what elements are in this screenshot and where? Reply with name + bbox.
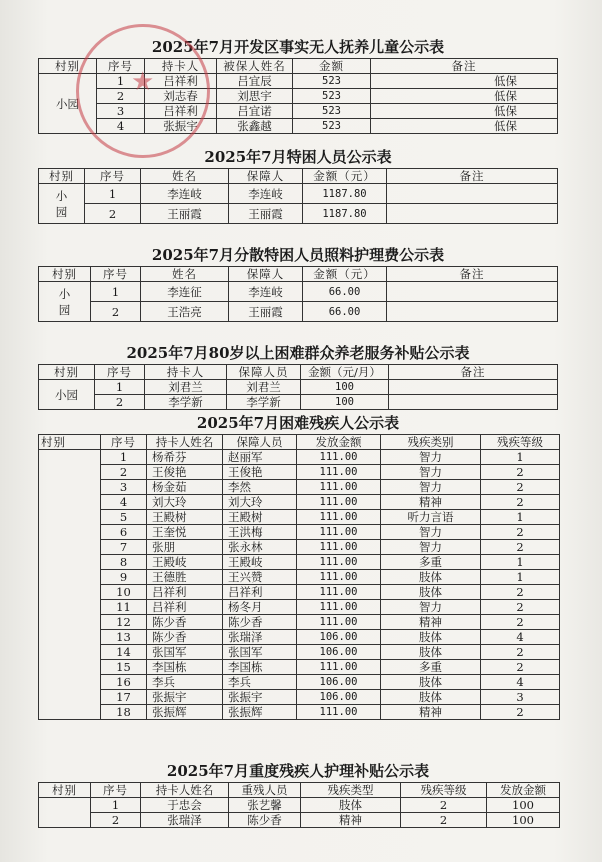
cardholder-cell: 张振辉	[147, 705, 223, 720]
cardholder-cell: 王殿岐	[147, 555, 223, 570]
table6-header: 持卡人姓名	[141, 783, 229, 798]
table3-header-row	[39, 267, 558, 282]
disability-level-cell: 4	[481, 675, 560, 690]
guarantor-cell: 刘君兰	[227, 380, 301, 395]
table6	[38, 782, 560, 828]
name-cell: 李连岐	[141, 184, 229, 204]
table2-header: 姓名	[141, 169, 229, 184]
table-row	[39, 798, 560, 813]
disability-level-cell: 2	[481, 585, 560, 600]
cardholder-cell: 王俊艳	[147, 465, 223, 480]
amount-cell: 66.00	[303, 302, 387, 322]
cardholder-cell: 张瑞泽	[141, 813, 229, 828]
amount-cell: 100	[301, 380, 389, 395]
table5-header-row	[39, 435, 560, 450]
name-cell: 李连征	[141, 282, 229, 302]
amount-cell: 106.00	[297, 630, 381, 645]
amount-cell: 100	[487, 813, 560, 828]
amount-cell: 111.00	[297, 660, 381, 675]
row-number: 5	[101, 510, 147, 525]
disability-category-cell: 肢体	[381, 585, 481, 600]
disability-level-cell: 2	[481, 525, 560, 540]
cardholder-cell: 王殿树	[147, 510, 223, 525]
table5-header: 保障人员	[223, 435, 297, 450]
table6-section	[38, 760, 560, 828]
row-number: 2	[101, 465, 147, 480]
row-number: 6	[101, 525, 147, 540]
cardholder-cell: 刘志春	[145, 89, 217, 104]
row-number: 18	[101, 705, 147, 720]
table-row	[39, 675, 560, 690]
table4-header: 保障人员	[227, 365, 301, 380]
remark-cell: 低保	[371, 104, 558, 119]
table-row	[39, 480, 560, 495]
table-row	[39, 395, 558, 410]
cardholder-cell: 张朋	[147, 540, 223, 555]
disability-level-cell: 2	[481, 600, 560, 615]
table3-header: 金额（元）	[303, 267, 387, 282]
table4-header-row	[39, 365, 558, 380]
table1-header: 备注	[371, 59, 558, 74]
row-number: 15	[101, 660, 147, 675]
village-char: 小	[58, 286, 71, 301]
amount-cell: 111.00	[297, 495, 381, 510]
table6-header: 残疾类型	[301, 783, 401, 798]
table-row	[39, 645, 560, 660]
table3-title: 2025年7月分散特困人员照料护理费公示表	[151, 246, 445, 264]
amount-cell: 66.00	[303, 282, 387, 302]
disability-level-cell: 4	[481, 630, 560, 645]
table6-header: 残疾等级	[401, 783, 487, 798]
disability-category-cell: 肢体	[381, 645, 481, 660]
village-cell	[39, 798, 91, 828]
disability-category-cell: 智力	[381, 450, 481, 465]
table5-section	[38, 412, 560, 720]
table-row	[39, 705, 560, 720]
table2	[38, 168, 558, 224]
table6-header: 村别	[39, 783, 91, 798]
guarantor-cell: 王兴赞	[223, 570, 297, 585]
disability-category-cell: 智力	[381, 465, 481, 480]
disability-category-cell: 精神	[381, 495, 481, 510]
disability-level-cell: 2	[481, 495, 560, 510]
disability-category-cell: 智力	[381, 540, 481, 555]
disability-level-cell: 1	[481, 555, 560, 570]
amount-cell: 111.00	[297, 705, 381, 720]
guarantor-cell: 杨冬月	[223, 600, 297, 615]
row-number: 2	[91, 813, 141, 828]
insured-cell: 刘思宇	[217, 89, 293, 104]
remark-cell: 低保	[371, 74, 558, 89]
table4-header: 持卡人	[145, 365, 227, 380]
table1-header: 持卡人	[145, 59, 217, 74]
name-cell: 王丽霞	[141, 204, 229, 224]
table-row	[39, 74, 558, 89]
village-cell: 小园	[39, 74, 97, 134]
disability-category-cell: 精神	[381, 705, 481, 720]
row-number: 17	[101, 690, 147, 705]
guarantor-cell: 张瑞泽	[223, 630, 297, 645]
disability-level-cell: 2	[481, 465, 560, 480]
cardholder-cell: 杨希芬	[147, 450, 223, 465]
table2-header: 备注	[387, 169, 558, 184]
row-number: 12	[101, 615, 147, 630]
village-char: 园	[55, 204, 68, 219]
row-number: 13	[101, 630, 147, 645]
disability-category-cell: 肢体	[381, 675, 481, 690]
village-cell	[39, 450, 101, 720]
table4-title: 2025年7月80岁以上困难群众养老服务补贴公示表	[126, 344, 470, 362]
amount-cell: 111.00	[297, 600, 381, 615]
table2-section	[38, 146, 558, 224]
guarantor-cell: 张永林	[223, 540, 297, 555]
cardholder-cell: 于忠会	[141, 798, 229, 813]
table4-section	[38, 342, 558, 410]
village-cell	[39, 282, 91, 322]
guarantor-cell: 王洪梅	[223, 525, 297, 540]
disabled-person-cell: 陈少香	[229, 813, 301, 828]
disability-category-cell: 肢体	[381, 690, 481, 705]
row-number: 2	[91, 302, 141, 322]
table-row	[39, 525, 560, 540]
row-number: 1	[97, 74, 145, 89]
row-number: 4	[97, 119, 145, 134]
table-row	[39, 119, 558, 134]
remark-cell	[387, 282, 558, 302]
amount-cell: 523	[293, 104, 371, 119]
insured-cell: 吕宜辰	[217, 74, 293, 89]
disability-category-cell: 听力言语	[381, 510, 481, 525]
guarantor-cell: 王丽霞	[229, 302, 303, 322]
disability-category-cell: 智力	[381, 525, 481, 540]
table-row	[39, 510, 560, 525]
table-row	[39, 585, 560, 600]
table-row	[39, 184, 558, 204]
disability-type-cell: 精神	[301, 813, 401, 828]
village-char: 园	[58, 302, 71, 317]
amount-cell: 100	[301, 395, 389, 410]
amount-cell: 111.00	[297, 585, 381, 600]
table1-header: 被保人姓名	[217, 59, 293, 74]
insured-cell: 吕宜诺	[217, 104, 293, 119]
table-row	[39, 302, 558, 322]
cardholder-cell: 李学新	[145, 395, 227, 410]
amount-cell: 106.00	[297, 645, 381, 660]
disability-type-cell: 肢体	[301, 798, 401, 813]
village-cell: 小园	[39, 380, 95, 410]
table3-section	[38, 244, 558, 322]
table6-header: 序号	[91, 783, 141, 798]
cardholder-cell: 王德胜	[147, 570, 223, 585]
remark-cell	[387, 302, 558, 322]
table3-header: 村别	[39, 267, 91, 282]
table4-header: 备注	[389, 365, 558, 380]
seal-star-icon: ★	[131, 67, 155, 97]
row-number: 14	[101, 645, 147, 660]
amount-cell: 111.00	[297, 570, 381, 585]
disability-category-cell: 智力	[381, 600, 481, 615]
row-number: 10	[101, 585, 147, 600]
amount-cell: 111.00	[297, 510, 381, 525]
disabled-person-cell: 张艺馨	[229, 798, 301, 813]
cardholder-cell: 吕祥利	[145, 104, 217, 119]
amount-cell: 111.00	[297, 450, 381, 465]
guarantor-cell: 李兵	[223, 675, 297, 690]
row-number: 8	[101, 555, 147, 570]
disability-category-cell: 精神	[381, 615, 481, 630]
amount-cell: 111.00	[297, 615, 381, 630]
row-number: 9	[101, 570, 147, 585]
disability-level-cell: 2	[481, 480, 560, 495]
table3	[38, 266, 558, 322]
village-char: 小	[55, 188, 68, 203]
guarantor-cell: 李国栋	[223, 660, 297, 675]
cardholder-cell: 杨金茹	[147, 480, 223, 495]
disability-category-cell: 多重	[381, 555, 481, 570]
table-row	[39, 380, 558, 395]
row-number: 1	[95, 380, 145, 395]
table6-header: 重残人员	[229, 783, 301, 798]
row-number: 11	[101, 600, 147, 615]
guarantor-cell: 刘大玲	[223, 495, 297, 510]
table-row	[39, 204, 558, 224]
row-number: 1	[101, 450, 147, 465]
table-row	[39, 570, 560, 585]
disability-category-cell: 肢体	[381, 570, 481, 585]
table-row	[39, 690, 560, 705]
guarantor-cell: 李连岐	[229, 184, 303, 204]
guarantor-cell: 赵丽军	[223, 450, 297, 465]
table-row	[39, 660, 560, 675]
table1-title: 2025年7月开发区事实无人抚养儿童公示表	[151, 38, 445, 56]
cardholder-cell: 李国栋	[147, 660, 223, 675]
table2-header: 序号	[85, 169, 141, 184]
table-row	[39, 555, 560, 570]
guarantor-cell: 吕祥利	[223, 585, 297, 600]
disability-category-cell: 多重	[381, 660, 481, 675]
table-row	[39, 495, 560, 510]
disability-level-cell: 1	[481, 510, 560, 525]
cardholder-cell: 陈少香	[147, 630, 223, 645]
table1-header-row	[39, 59, 558, 74]
table5	[38, 434, 560, 720]
table6-header: 发放金额	[487, 783, 560, 798]
table2-header: 保障人	[229, 169, 303, 184]
table4-header: 金额（元/月）	[301, 365, 389, 380]
amount-cell: 111.00	[297, 480, 381, 495]
row-number: 2	[95, 395, 145, 410]
table5-header: 持卡人姓名	[147, 435, 223, 450]
table1-header: 金额	[293, 59, 371, 74]
table2-header-row	[39, 169, 558, 184]
cardholder-cell: 吕祥利	[147, 585, 223, 600]
amount-cell: 106.00	[297, 690, 381, 705]
remark-cell: 低保	[371, 119, 558, 134]
table-row	[39, 630, 560, 645]
table-row	[39, 540, 560, 555]
cardholder-cell: 张振宇	[147, 690, 223, 705]
amount-cell: 111.00	[297, 540, 381, 555]
table2-header: 金额（元）	[303, 169, 387, 184]
amount-cell: 111.00	[297, 525, 381, 540]
table3-header: 备注	[387, 267, 558, 282]
cardholder-cell: 吕祥利	[147, 600, 223, 615]
row-number: 1	[91, 282, 141, 302]
remark-cell	[387, 184, 558, 204]
table2-header: 村别	[39, 169, 85, 184]
insured-cell: 张鑫越	[217, 119, 293, 134]
guarantor-cell: 张振辉	[223, 705, 297, 720]
guarantor-cell: 王丽霞	[229, 204, 303, 224]
amount-cell: 1187.80	[303, 184, 387, 204]
table-row	[39, 465, 560, 480]
remark-cell	[387, 204, 558, 224]
guarantor-cell: 李连岐	[229, 282, 303, 302]
guarantor-cell: 李然	[223, 480, 297, 495]
row-number: 4	[101, 495, 147, 510]
row-number: 1	[91, 798, 141, 813]
amount-cell: 111.00	[297, 465, 381, 480]
disability-category-cell: 肢体	[381, 630, 481, 645]
table3-header: 序号	[91, 267, 141, 282]
cardholder-cell: 李兵	[147, 675, 223, 690]
guarantor-cell: 李学新	[227, 395, 301, 410]
disability-level-cell: 1	[481, 570, 560, 585]
row-number: 1	[85, 184, 141, 204]
guarantor-cell: 张国军	[223, 645, 297, 660]
table6-header-row	[39, 783, 560, 798]
table4-header: 村别	[39, 365, 95, 380]
disability-category-cell: 智力	[381, 480, 481, 495]
cardholder-cell: 刘君兰	[145, 380, 227, 395]
row-number: 7	[101, 540, 147, 555]
table2-title: 2025年7月特困人员公示表	[204, 148, 392, 166]
amount-cell: 106.00	[297, 675, 381, 690]
disability-level-cell: 2	[481, 615, 560, 630]
row-number: 16	[101, 675, 147, 690]
disability-level-cell: 2	[481, 660, 560, 675]
village-cell	[39, 184, 85, 224]
table3-header: 保障人	[229, 267, 303, 282]
table-row	[39, 615, 560, 630]
disability-level-cell: 3	[481, 690, 560, 705]
table5-header: 村别	[39, 435, 101, 450]
amount-cell: 523	[293, 89, 371, 104]
remark-cell: 低保	[371, 89, 558, 104]
table-row	[39, 282, 558, 302]
amount-cell: 1187.80	[303, 204, 387, 224]
table-row	[39, 104, 558, 119]
table1	[38, 58, 558, 134]
disability-level-cell: 2	[481, 645, 560, 660]
amount-cell: 523	[293, 74, 371, 89]
remark-cell	[389, 395, 558, 410]
table5-header: 发放金额	[297, 435, 381, 450]
table6-title: 2025年7月重度残疾人护理补贴公示表	[166, 762, 430, 780]
cardholder-cell: 王奎悦	[147, 525, 223, 540]
amount-cell: 100	[487, 798, 560, 813]
table5-header: 残疾等级	[481, 435, 560, 450]
remark-cell	[389, 380, 558, 395]
table3-header: 姓名	[141, 267, 229, 282]
table1-section	[38, 36, 558, 134]
table5-header: 序号	[101, 435, 147, 450]
table-row	[39, 600, 560, 615]
cardholder-cell: 陈少香	[147, 615, 223, 630]
amount-cell: 523	[293, 119, 371, 134]
table4	[38, 364, 558, 410]
row-number: 3	[101, 480, 147, 495]
row-number: 2	[97, 89, 145, 104]
guarantor-cell: 王殿树	[223, 510, 297, 525]
table5-title: 2025年7月困难残疾人公示表	[196, 414, 400, 432]
guarantor-cell: 王殿岐	[223, 555, 297, 570]
cardholder-cell: 张振宇	[145, 119, 217, 134]
disability-level-cell: 2	[481, 540, 560, 555]
guarantor-cell: 张振宇	[223, 690, 297, 705]
name-cell: 王浩亮	[141, 302, 229, 322]
guarantor-cell: 王俊艳	[223, 465, 297, 480]
disability-level-cell: 2	[401, 798, 487, 813]
guarantor-cell: 陈少香	[223, 615, 297, 630]
table5-header: 残疾类别	[381, 435, 481, 450]
row-number: 2	[85, 204, 141, 224]
table1-header: 序号	[97, 59, 145, 74]
cardholder-cell: 张国军	[147, 645, 223, 660]
disability-level-cell: 1	[481, 450, 560, 465]
table1-header: 村别	[39, 59, 97, 74]
row-number: 3	[97, 104, 145, 119]
amount-cell: 111.00	[297, 555, 381, 570]
cardholder-cell: 刘大玲	[147, 495, 223, 510]
table-row	[39, 450, 560, 465]
table-row	[39, 89, 558, 104]
disability-level-cell: 2	[481, 705, 560, 720]
table4-header: 序号	[95, 365, 145, 380]
disability-level-cell: 2	[401, 813, 487, 828]
table-row	[39, 813, 560, 828]
cardholder-cell: 吕祥利	[145, 74, 217, 89]
